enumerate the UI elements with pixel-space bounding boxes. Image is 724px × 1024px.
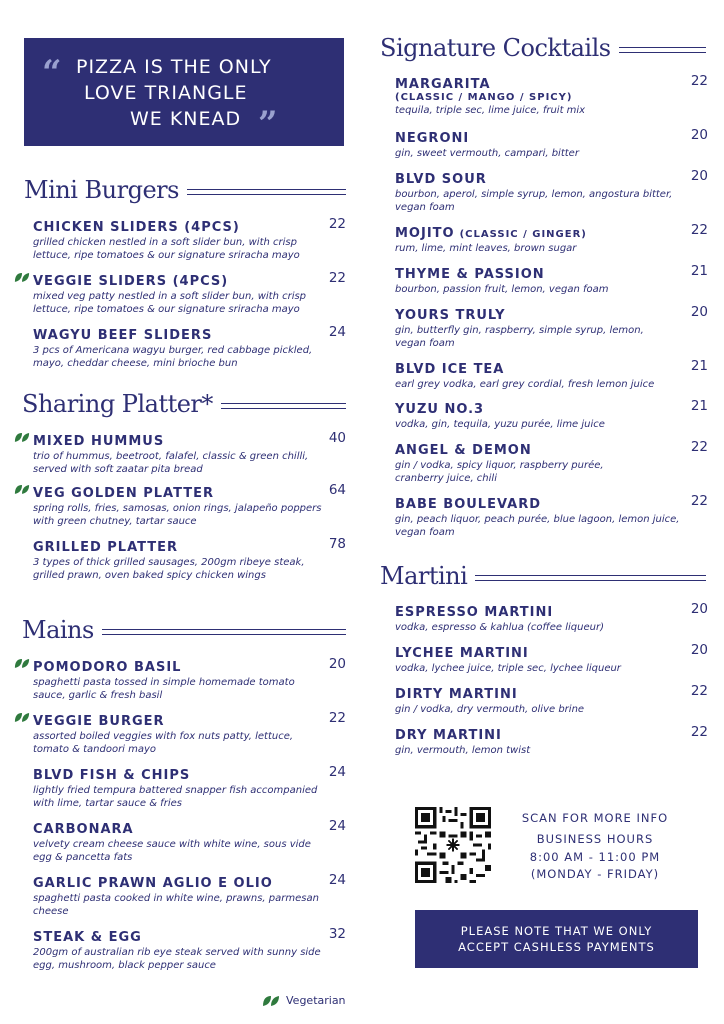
item-name: VEG GOLDEN PLATTER bbox=[33, 486, 215, 501]
item-price: 32 bbox=[328, 926, 346, 942]
divider bbox=[187, 189, 346, 195]
divider bbox=[221, 403, 346, 409]
description-line: grilled prawn, oven baked spicy chicken wings bbox=[33, 570, 266, 581]
item-price: 78 bbox=[328, 536, 346, 552]
item-name-line bbox=[33, 764, 346, 783]
item-name: LYCHEE MARTINI bbox=[395, 646, 529, 661]
item-description bbox=[33, 450, 346, 476]
item-name: VEGGIE BURGER bbox=[33, 714, 165, 729]
business-hours-title: BUSINESS HOURS bbox=[536, 832, 654, 846]
item-description bbox=[33, 838, 346, 864]
item-name-line bbox=[395, 493, 708, 512]
item-price: 20 bbox=[690, 168, 708, 184]
description-line: earl grey vodka, earl grey cordial, fresh lemon juice bbox=[395, 379, 655, 390]
menu-item bbox=[395, 683, 708, 716]
notice-line-2: ACCEPT CASHLESS PAYMENTS bbox=[458, 940, 655, 954]
section-title: Martini bbox=[380, 562, 468, 590]
item-name: DIRTY MARTINI bbox=[395, 687, 518, 702]
qr-code[interactable] bbox=[415, 807, 491, 883]
description-line: cranberry juice, chili bbox=[395, 473, 497, 484]
menu-item bbox=[395, 127, 708, 160]
item-description bbox=[395, 513, 708, 539]
item-price: 20 bbox=[690, 601, 708, 617]
item-name: NEGRONI bbox=[395, 131, 470, 146]
item-name-line bbox=[33, 536, 346, 555]
item-price: 40 bbox=[328, 430, 346, 446]
section-mini-burgers bbox=[24, 176, 346, 204]
item-name: THYME & PASSION bbox=[395, 267, 545, 282]
item-description bbox=[33, 676, 346, 702]
description-line: egg, mushroom, black pepper sauce bbox=[33, 960, 216, 971]
description-line: gin, vermouth, lemon twist bbox=[395, 745, 531, 756]
item-price: 24 bbox=[328, 818, 346, 834]
item-variant: (CLASSIC / GINGER) bbox=[459, 229, 587, 240]
item-price: 24 bbox=[328, 764, 346, 780]
item-description bbox=[395, 324, 708, 350]
description-line: 3 pcs of Americana wagyu burger, red cabbage pickled, bbox=[33, 345, 313, 356]
description-line: tomato & tandoori mayo bbox=[33, 744, 157, 755]
item-name: BLVD ICE TEA bbox=[395, 362, 505, 377]
menu-item bbox=[395, 724, 708, 757]
item-price: 22 bbox=[690, 493, 708, 509]
item-description bbox=[395, 242, 708, 255]
description-line: gin, sweet vermouth, campari, bitter bbox=[395, 148, 579, 159]
item-price: 22 bbox=[690, 73, 708, 89]
description-line: with green chutney, tartar sauce bbox=[33, 516, 197, 527]
item-price: 20 bbox=[690, 304, 708, 320]
item-name-line bbox=[395, 601, 708, 620]
item-name: GRILLED PLATTER bbox=[33, 540, 179, 555]
section-title: Mini Burgers bbox=[24, 176, 179, 204]
notice-line-1: PLEASE NOTE THAT WE ONLY bbox=[460, 924, 653, 938]
item-name: GARLIC PRAWN AGLIO E OLIO bbox=[33, 876, 273, 891]
item-name-line bbox=[33, 324, 346, 343]
vegetarian-legend bbox=[262, 994, 346, 1007]
item-price: 20 bbox=[690, 642, 708, 658]
section-title: Sharing Platter* bbox=[22, 390, 213, 418]
menu-item bbox=[33, 482, 346, 528]
description-line: vodka, lychee juice, triple sec, lychee liqueur bbox=[395, 663, 621, 674]
cashless-notice bbox=[415, 910, 698, 968]
item-name: CHICKEN SLIDERS (4PCS) bbox=[33, 220, 240, 235]
item-name: ESPRESSO MARTINI bbox=[395, 605, 554, 620]
item-name-line bbox=[33, 216, 346, 235]
description-line: cheese bbox=[33, 906, 69, 917]
item-price: 64 bbox=[328, 482, 346, 498]
item-name: WAGYU BEEF SLIDERS bbox=[33, 328, 213, 343]
menu-item bbox=[33, 324, 346, 370]
item-description bbox=[395, 283, 708, 296]
item-name: YOURS TRULY bbox=[395, 308, 506, 323]
description-line: gin / vodka, spicy liquor, raspberry purée, bbox=[395, 460, 604, 471]
item-name-line bbox=[33, 818, 346, 837]
section-title: Mains bbox=[22, 616, 94, 644]
item-description bbox=[33, 502, 346, 528]
item-description bbox=[395, 418, 708, 431]
divider bbox=[619, 47, 706, 53]
hero-line-1: PIZZA IS THE ONLY bbox=[76, 56, 272, 78]
item-name: BABE BOULEVARD bbox=[395, 497, 542, 512]
item-price: 22 bbox=[690, 683, 708, 699]
hero-banner bbox=[24, 38, 344, 146]
description-line: spaghetti pasta cooked in white wine, prawns, parmesan bbox=[33, 893, 319, 904]
item-price: 20 bbox=[690, 127, 708, 143]
menu-item bbox=[33, 926, 346, 972]
business-hours: 8:00 AM - 11:00 PM bbox=[529, 850, 661, 864]
item-description bbox=[33, 946, 346, 972]
item-description bbox=[33, 784, 346, 810]
description-line: mayo, cheddar cheese, mini brioche bun bbox=[33, 358, 238, 369]
item-name-line bbox=[395, 168, 708, 187]
description-line: 200gm of australian rib eye steak served with sunny side bbox=[33, 947, 321, 958]
item-price: 24 bbox=[328, 872, 346, 888]
menu-item bbox=[395, 168, 708, 214]
description-line: rum, lime, mint leaves, brown sugar bbox=[395, 243, 577, 254]
description-line: assorted boiled veggies with fox nuts patty, lettuce, bbox=[33, 731, 294, 742]
section-sharing-platter bbox=[22, 390, 346, 418]
item-name: POMODORO BASIL bbox=[33, 660, 182, 675]
description-line: served with soft zaatar pita bread bbox=[33, 464, 203, 475]
legend-label: Vegetarian bbox=[286, 994, 346, 1007]
item-name-line bbox=[33, 710, 346, 729]
item-name-line bbox=[395, 683, 708, 702]
description-line: with lime, tartar sauce & fries bbox=[33, 798, 182, 809]
item-name: MIXED HUMMUS bbox=[33, 434, 165, 449]
item-name: BLVD SOUR bbox=[395, 172, 487, 187]
description-line: lettuce, ripe tomatoes & our signature sriracha mayo bbox=[33, 250, 300, 261]
item-name-line bbox=[33, 926, 346, 945]
menu-item bbox=[33, 216, 346, 262]
menu-item bbox=[33, 818, 346, 864]
item-description bbox=[395, 703, 708, 716]
item-description bbox=[33, 290, 346, 316]
description-line: gin / vodka, dry vermouth, olive brine bbox=[395, 704, 585, 715]
description-line: vodka, espresso & kahlua (coffee liqueur) bbox=[395, 622, 604, 633]
menu-item bbox=[33, 656, 346, 702]
item-name-line bbox=[395, 263, 708, 282]
item-description bbox=[395, 104, 708, 117]
description-line: bourbon, passion fruit, lemon, vegan foam bbox=[395, 284, 609, 295]
item-name-line bbox=[395, 304, 708, 323]
item-name: STEAK & EGG bbox=[33, 930, 142, 945]
description-line: egg & pancetta fats bbox=[33, 852, 133, 863]
description-line: tequila, triple sec, lime juice, fruit mix bbox=[395, 105, 586, 116]
description-line: vodka, gin, tequila, yuzu purée, lime juice bbox=[395, 419, 605, 430]
description-line: 3 types of thick grilled sausages, 200gm ribeye steak, bbox=[33, 557, 305, 568]
scan-info: SCAN FOR MORE INFO bbox=[521, 811, 669, 825]
menu-item bbox=[395, 358, 708, 391]
hero-line-2: LOVE TRIANGLE bbox=[84, 82, 248, 104]
item-description bbox=[33, 730, 346, 756]
item-name: VEGGIE SLIDERS (4PCS) bbox=[33, 274, 229, 289]
menu-item bbox=[33, 270, 346, 316]
item-name: YUZU NO.3 bbox=[395, 402, 485, 417]
item-price: 24 bbox=[328, 324, 346, 340]
item-description bbox=[33, 892, 346, 918]
description-line: spring rolls, fries, samosas, onion rings, jalapeño poppers bbox=[33, 503, 322, 514]
close-quote: ” bbox=[258, 104, 278, 144]
description-line: grilled chicken nestled in a soft slider bun, with crisp bbox=[33, 237, 297, 248]
item-name-line bbox=[395, 398, 708, 417]
section-title: Signature Cocktails bbox=[380, 34, 611, 62]
leaf-icon bbox=[262, 994, 280, 1007]
leaf-icon bbox=[14, 483, 30, 495]
item-name: MARGARITA bbox=[395, 77, 491, 92]
description-line: gin, peach liquor, peach purée, blue lagoon, lemon juice, bbox=[395, 514, 680, 525]
open-quote: “ bbox=[42, 53, 62, 93]
item-price: 22 bbox=[328, 270, 346, 286]
item-price: 22 bbox=[690, 724, 708, 740]
description-line: velvety cream cheese sauce with white wine, sous vide bbox=[33, 839, 311, 850]
section-martini bbox=[380, 562, 706, 590]
menu-item bbox=[33, 764, 346, 810]
menu-item bbox=[395, 398, 708, 431]
description-line: vegan foam bbox=[395, 338, 455, 349]
menu-item bbox=[395, 222, 708, 255]
leaf-icon bbox=[14, 271, 30, 283]
item-name-line bbox=[395, 642, 708, 661]
menu-item bbox=[395, 263, 708, 296]
description-line: trio of hummus, beetroot, falafel, classic & green chilli, bbox=[33, 451, 309, 462]
description-line: vegan foam bbox=[395, 527, 455, 538]
item-price: 21 bbox=[690, 398, 708, 414]
section-mains bbox=[22, 616, 346, 644]
item-price: 22 bbox=[328, 710, 346, 726]
section-signature-cocktails bbox=[380, 34, 706, 62]
item-name-line bbox=[395, 724, 708, 743]
menu-item bbox=[395, 304, 708, 350]
item-description bbox=[395, 662, 708, 675]
item-name: BLVD FISH & CHIPS bbox=[33, 768, 191, 783]
menu-item bbox=[33, 430, 346, 476]
divider bbox=[102, 629, 346, 635]
divider bbox=[475, 575, 706, 581]
menu-item bbox=[395, 642, 708, 675]
item-price: 22 bbox=[690, 222, 708, 238]
item-name-line bbox=[33, 872, 346, 891]
item-price: 21 bbox=[690, 358, 708, 374]
item-description bbox=[395, 188, 708, 214]
item-name-line bbox=[33, 656, 346, 675]
item-description bbox=[33, 556, 346, 582]
menu-item bbox=[33, 710, 346, 756]
leaf-icon bbox=[14, 711, 30, 723]
menu-item bbox=[395, 73, 708, 117]
item-name: DRY MARTINI bbox=[395, 728, 502, 743]
description-line: bourbon, aperol, simple syrup, lemon, angostura bitter, bbox=[395, 189, 673, 200]
item-description bbox=[33, 344, 346, 370]
item-description bbox=[395, 147, 708, 160]
item-name-line bbox=[395, 73, 708, 92]
menu-item bbox=[395, 601, 708, 634]
menu-item bbox=[33, 536, 346, 582]
leaf-icon bbox=[14, 431, 30, 443]
item-price: 20 bbox=[328, 656, 346, 672]
business-days: (MONDAY - FRIDAY) bbox=[530, 867, 660, 881]
item-variant: (CLASSIC / MANGO / SPICY) bbox=[395, 92, 573, 103]
description-line: spaghetti pasta tossed in simple homemade tomato bbox=[33, 677, 295, 688]
menu-item bbox=[395, 493, 708, 539]
hero-line-3: WE KNEAD bbox=[130, 108, 242, 130]
description-line: lettuce, ripe tomatoes & our signature sriracha mayo bbox=[33, 304, 300, 315]
description-line: gin, butterfly gin, raspberry, simple syrup, lemon, bbox=[395, 325, 644, 336]
item-price: 22 bbox=[328, 216, 346, 232]
item-name: MOJITO bbox=[395, 226, 455, 241]
item-name-line bbox=[33, 270, 346, 289]
description-line: lightly fried tempura battered snapper fish accompanied bbox=[33, 785, 318, 796]
item-price: 21 bbox=[690, 263, 708, 279]
description-line: vegan foam bbox=[395, 202, 455, 213]
description-line: mixed veg patty nestled in a soft slider bun, with crisp bbox=[33, 291, 307, 302]
item-description bbox=[395, 744, 708, 757]
item-price: 22 bbox=[690, 439, 708, 455]
item-name-line bbox=[33, 482, 346, 501]
item-name-line bbox=[395, 358, 708, 377]
description-line: sauce, garlic & fresh basil bbox=[33, 690, 163, 701]
item-name-line bbox=[33, 430, 346, 449]
item-description bbox=[395, 459, 708, 485]
item-name: CARBONARA bbox=[33, 822, 134, 837]
item-name: ANGEL & DEMON bbox=[395, 443, 532, 458]
item-name-line bbox=[395, 222, 708, 241]
item-description bbox=[395, 621, 708, 634]
item-description bbox=[33, 236, 346, 262]
leaf-icon bbox=[14, 657, 30, 669]
item-name-line bbox=[395, 127, 708, 146]
item-name-line bbox=[395, 439, 708, 458]
menu-item bbox=[395, 439, 708, 485]
menu-item bbox=[33, 872, 346, 918]
item-description bbox=[395, 378, 708, 391]
